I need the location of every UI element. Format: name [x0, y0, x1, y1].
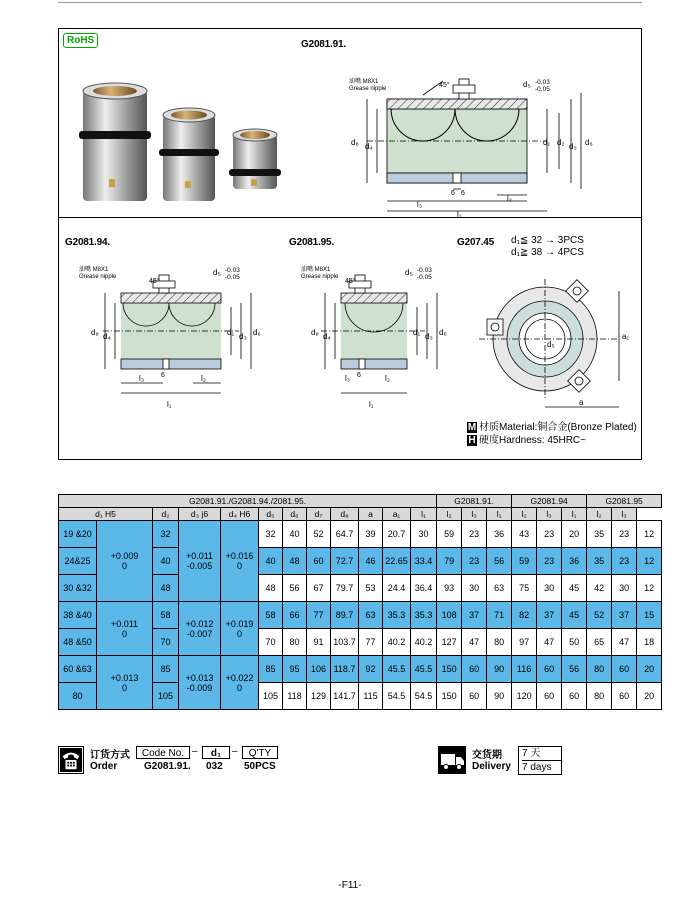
table-cell: 37	[537, 602, 562, 629]
table-cell: 80	[587, 656, 612, 683]
table-cell: 48	[283, 548, 307, 575]
col-header: d₇	[307, 508, 331, 521]
table-cell: 18	[637, 629, 662, 656]
table-cell: 20.7	[383, 521, 411, 548]
table-cell: 45.5	[411, 656, 437, 683]
dim-d1: d₁	[543, 138, 551, 147]
dim-d8-94: d₈	[91, 328, 99, 337]
table-cell: 35.3	[411, 602, 437, 629]
dim-d4: d₄	[365, 142, 373, 151]
tol-dname: d₅	[523, 80, 531, 89]
table-cell: 127	[437, 629, 462, 656]
table-cell: 58	[153, 602, 179, 629]
dash-2: –	[232, 746, 238, 757]
table-cell: +0.022 0	[221, 656, 259, 710]
table-cell: 23	[537, 548, 562, 575]
table-cell: 20	[637, 656, 662, 683]
hardness-text: 硬度Hardness: 45HRC~	[479, 435, 586, 446]
col-header: d₂	[153, 508, 179, 521]
col-header: d₁ H5	[59, 508, 153, 521]
grease-en-95: Grease nipple	[301, 274, 339, 280]
table-cell: 40	[283, 521, 307, 548]
delivery-block	[438, 746, 578, 776]
table-cell: +0.012 -0.007	[179, 602, 221, 656]
table-cell: 95	[283, 656, 307, 683]
drawing-g2081-94	[63, 253, 285, 409]
table-cell: 12	[637, 575, 662, 602]
table-cell: 116	[512, 656, 537, 683]
dim-six-2: 6	[461, 190, 465, 197]
delivery-en: Delivery	[472, 761, 511, 772]
g207-rule-2: d₁≧ 38 → 4PCS	[511, 247, 584, 258]
table-cell: 48	[259, 575, 283, 602]
table-cell: 40.2	[411, 629, 437, 656]
dim-d8: d₈	[351, 138, 359, 147]
table-cell: 23	[537, 521, 562, 548]
table-cell: 53	[359, 575, 383, 602]
table-row	[59, 521, 662, 548]
dim-angle-94: 45°	[149, 278, 160, 285]
table-cell: 54.5	[411, 683, 437, 710]
dim-d4-94: d₄	[103, 332, 111, 341]
table-cell: 52	[307, 521, 331, 548]
dim-l2-95: l₂	[385, 374, 390, 383]
title-g2081-95: G2081.95.	[289, 237, 334, 248]
table-cell: 47	[537, 629, 562, 656]
table-cell: 50	[562, 629, 587, 656]
dim-a: a	[579, 398, 584, 407]
table-cell: 59	[437, 521, 462, 548]
table-cell: 80	[487, 629, 512, 656]
table-cell: 30	[537, 575, 562, 602]
table-cell: 45	[562, 575, 587, 602]
table-cell: 36	[562, 548, 587, 575]
table-cell: 106	[307, 656, 331, 683]
dim-angle-95: 45°	[345, 278, 356, 285]
table-cell: 56	[487, 548, 512, 575]
table-cell: 54.5	[383, 683, 411, 710]
table-cell: 40	[153, 548, 179, 575]
dim-d3-95: d₃	[425, 332, 433, 341]
col-header: d₃ j6	[179, 508, 221, 521]
table-cell: 36.4	[411, 575, 437, 602]
table-cell: 35.3	[383, 602, 411, 629]
table-cell: 80	[587, 683, 612, 710]
table-cell: 60	[307, 548, 331, 575]
col-header: d₈	[331, 508, 359, 521]
table-cell: 60	[612, 656, 637, 683]
table-cell: 85	[153, 656, 179, 683]
dim-d3: d₃	[569, 142, 577, 151]
table-cell: 48	[153, 575, 179, 602]
table-cell: 45.5	[383, 656, 411, 683]
dim-a1: a₁	[622, 332, 630, 341]
page-number: -F11-	[338, 880, 362, 891]
delivery-cn: 交货期	[472, 750, 502, 761]
truck-icon	[438, 746, 466, 774]
table-cell: 37	[612, 602, 637, 629]
table-cell: 23	[462, 521, 487, 548]
col-header: d₄ H6	[221, 508, 259, 521]
table-cell: 24.4	[383, 575, 411, 602]
dim-d6-95: d₆	[439, 328, 447, 337]
grease-cn: 油嘴 M8X1	[349, 79, 379, 85]
table-cell: 75	[512, 575, 537, 602]
delivery-days-en: 7 days	[522, 760, 561, 774]
dim-l3: l₃	[417, 200, 423, 209]
table-row	[59, 656, 662, 683]
table-row	[59, 602, 662, 629]
delivery-days-box	[518, 746, 562, 775]
dash-1: –	[192, 746, 198, 757]
table-cell: 23	[612, 521, 637, 548]
table-cell: 60	[462, 683, 487, 710]
table-cell: 70	[153, 629, 179, 656]
table-cell: 32	[153, 521, 179, 548]
dim-d2: d₂	[557, 138, 565, 147]
table-cell: 91	[307, 629, 331, 656]
drawing-g207-45	[479, 269, 639, 419]
dim-d6: d₆	[585, 138, 593, 147]
table-cell: 59	[512, 548, 537, 575]
tol-dname-95: d₅	[405, 268, 413, 277]
grease-cn-95: 油嘴 M8X1	[301, 267, 331, 273]
table-cell: 43	[512, 521, 537, 548]
table-cell: 67	[307, 575, 331, 602]
dim-l2: l₂	[507, 194, 512, 203]
phone-icon	[58, 746, 84, 774]
table-cell: 20	[637, 683, 662, 710]
table-cell: 30 &32	[59, 575, 97, 602]
table-cell: +0.011 -0.005	[179, 521, 221, 602]
table-cell: 30	[411, 521, 437, 548]
table-cell: 30	[612, 575, 637, 602]
table-cell: 64.7	[331, 521, 359, 548]
table-cell: 108	[437, 602, 462, 629]
table-cell: 23	[612, 548, 637, 575]
order-code: G2081.91.	[144, 761, 191, 772]
table-cell: 85	[259, 656, 283, 683]
table-cell: 70	[259, 629, 283, 656]
col-header: l₁	[411, 508, 437, 521]
drawing-panel	[58, 28, 642, 460]
table-cell: 90	[487, 683, 512, 710]
order-qty: 50PCS	[244, 761, 276, 772]
dim-l1: l₁	[457, 210, 462, 217]
g207-rules	[511, 235, 584, 259]
panel-divider	[59, 217, 641, 218]
tol-upper-94: -0.03	[225, 267, 240, 274]
spec-table	[58, 494, 662, 710]
table-cell: +0.013 0	[97, 656, 153, 710]
dim-d8-95: d₈	[311, 328, 319, 337]
group-header-95: G2081.95	[587, 495, 662, 508]
table-cell: 35	[587, 548, 612, 575]
table-cell: 23	[462, 548, 487, 575]
table-cell: 92	[359, 656, 383, 683]
table-cell: 77	[307, 602, 331, 629]
table-cell: 48 &50	[59, 629, 97, 656]
table-cell: 33.4	[411, 548, 437, 575]
col-header: l₂	[512, 508, 537, 521]
tol-lower: -0.05	[535, 86, 550, 93]
m-icon: M	[467, 422, 477, 433]
col-header: a	[359, 508, 383, 521]
col-header: l₂	[437, 508, 462, 521]
table-cell: 22.65	[383, 548, 411, 575]
table-cell: 60	[537, 656, 562, 683]
table-cell: 71	[487, 602, 512, 629]
table-cell: 93	[437, 575, 462, 602]
table-cell: 47	[462, 629, 487, 656]
table-cell: 60	[537, 683, 562, 710]
table-cell: 118	[283, 683, 307, 710]
table-cell: +0.009 0	[97, 521, 153, 602]
title-g207-45: G207.45	[457, 237, 494, 248]
group-header-94: G2081.94	[512, 495, 587, 508]
col-header: a₁	[383, 508, 411, 521]
material-text: 材质Material:铜合金(Bronze Plated)	[479, 422, 637, 433]
table-cell: 35	[587, 521, 612, 548]
tol-dname-94: d₅	[213, 268, 221, 277]
table-cell: 19 &20	[59, 521, 97, 548]
dim-angle: 45°	[439, 82, 450, 89]
title-g2081-91: G2081.91.	[301, 39, 346, 50]
col-header: l₃	[462, 508, 487, 521]
drawing-g2081-95	[285, 253, 465, 409]
table-cell: 115	[359, 683, 383, 710]
product-photo	[79, 69, 309, 209]
table-cell: 77	[359, 629, 383, 656]
col-header: d₅	[259, 508, 283, 521]
col-header: d₆	[283, 508, 307, 521]
title-g2081-94: G2081.94.	[65, 237, 110, 248]
qty-box: Q'TY	[242, 746, 278, 759]
group-header-91: G2081.91.	[437, 495, 512, 508]
table-cell: 45	[562, 602, 587, 629]
table-cell: 60	[612, 683, 637, 710]
tol-lower-95: -0.05	[417, 274, 432, 281]
table-cell: 40.2	[383, 629, 411, 656]
table-cell: 79	[437, 548, 462, 575]
dim-six-94: 6	[161, 372, 165, 379]
table-cell: 36	[487, 521, 512, 548]
dim-d1-94: d₁	[227, 328, 235, 337]
table-cell: 52	[587, 602, 612, 629]
table-cell: 12	[637, 548, 662, 575]
order-block	[58, 746, 358, 776]
table-cell: +0.011 0	[97, 602, 153, 656]
dim-d5-207: d₅	[547, 340, 555, 349]
table-cell: 58	[259, 602, 283, 629]
table-cell: 105	[153, 683, 179, 710]
drawing-g2081-91	[347, 49, 641, 217]
table-cell: 79.7	[331, 575, 359, 602]
table-cell: 72.7	[331, 548, 359, 575]
table-cell: 40	[259, 548, 283, 575]
col-header: l₃	[537, 508, 562, 521]
table-cell: 118.7	[331, 656, 359, 683]
table-cell: 105	[259, 683, 283, 710]
table-cell: 80	[283, 629, 307, 656]
order-d1: 032	[206, 761, 223, 772]
table-cell: 56	[283, 575, 307, 602]
dim-d6-94: d₆	[253, 328, 261, 337]
grease-cn-94: 油嘴 M8X1	[79, 267, 109, 273]
table-cell: 150	[437, 656, 462, 683]
dim-l1-95: l₁	[369, 400, 374, 409]
dim-l2-94: l₂	[201, 374, 206, 383]
g207-rule-1: d₁≦ 32 → 3PCS	[511, 235, 584, 246]
dim-six: 6	[451, 190, 455, 197]
rohs-badge: RoHS	[63, 33, 98, 48]
tol-upper: -0.03	[535, 79, 550, 86]
table-cell: 37	[462, 602, 487, 629]
code-no-box: Code No.	[136, 746, 190, 759]
table-cell: 89.7	[331, 602, 359, 629]
table-cell: 82	[512, 602, 537, 629]
order-en: Order	[90, 761, 118, 772]
top-rule	[58, 2, 642, 3]
table-cell: 20	[562, 521, 587, 548]
table-cell: +0.016 0	[221, 521, 259, 602]
table-cell: 97	[512, 629, 537, 656]
table-cell: 150	[437, 683, 462, 710]
group-header-all: G2081.91./G2081.94./2081.95.	[59, 495, 437, 508]
table-cell: 60	[462, 656, 487, 683]
dim-d1-95: d₁	[413, 328, 421, 337]
dim-d4-95: d₄	[323, 332, 331, 341]
dim-d3-94: d₃	[239, 332, 247, 341]
table-cell: 24&25	[59, 548, 97, 575]
col-header: l₃	[612, 508, 637, 521]
material-note	[467, 421, 637, 447]
grease-en-94: Grease nipple	[79, 274, 117, 280]
dim-six-95: 6	[357, 372, 361, 379]
col-header: l₁	[487, 508, 512, 521]
table-cell: 32	[259, 521, 283, 548]
table-cell: 42	[587, 575, 612, 602]
tol-lower-94: -0.05	[225, 274, 240, 281]
col-header: l₁	[562, 508, 587, 521]
col-header: l₂	[587, 508, 612, 521]
table-cell: 80	[59, 683, 97, 710]
table-cell: 56	[562, 656, 587, 683]
d1-box: d₁	[202, 746, 230, 759]
table-cell: 39	[359, 521, 383, 548]
table-cell: 30	[462, 575, 487, 602]
table-cell: 103.7	[331, 629, 359, 656]
table-cell: 63	[487, 575, 512, 602]
table-cell: 15	[637, 602, 662, 629]
delivery-days-cn: 7 天	[522, 748, 541, 759]
table-cell: 120	[512, 683, 537, 710]
table-cell: 12	[637, 521, 662, 548]
table-cell: 60 &63	[59, 656, 97, 683]
grease-en: Grease nipple	[349, 86, 387, 92]
dim-l3-94: l₃	[139, 374, 145, 383]
table-cell: 129	[307, 683, 331, 710]
table-cell: 47	[612, 629, 637, 656]
order-cn: 订货方式	[90, 750, 130, 761]
table-cell: 141.7	[331, 683, 359, 710]
table-cell: 66	[283, 602, 307, 629]
table-cell: 63	[359, 602, 383, 629]
table-cell: 60	[562, 683, 587, 710]
h-icon: H	[468, 435, 476, 446]
table-cell: 38 &40	[59, 602, 97, 629]
tol-upper-95: -0.03	[417, 267, 432, 274]
table-cell: +0.019 0	[221, 602, 259, 656]
table-cell: 46	[359, 548, 383, 575]
dim-l1-94: l₁	[167, 400, 172, 409]
table-cell: 65	[587, 629, 612, 656]
dim-l3-95: l₃	[345, 374, 351, 383]
table-cell: +0.013 -0.009	[179, 656, 221, 710]
table-cell: 90	[487, 656, 512, 683]
